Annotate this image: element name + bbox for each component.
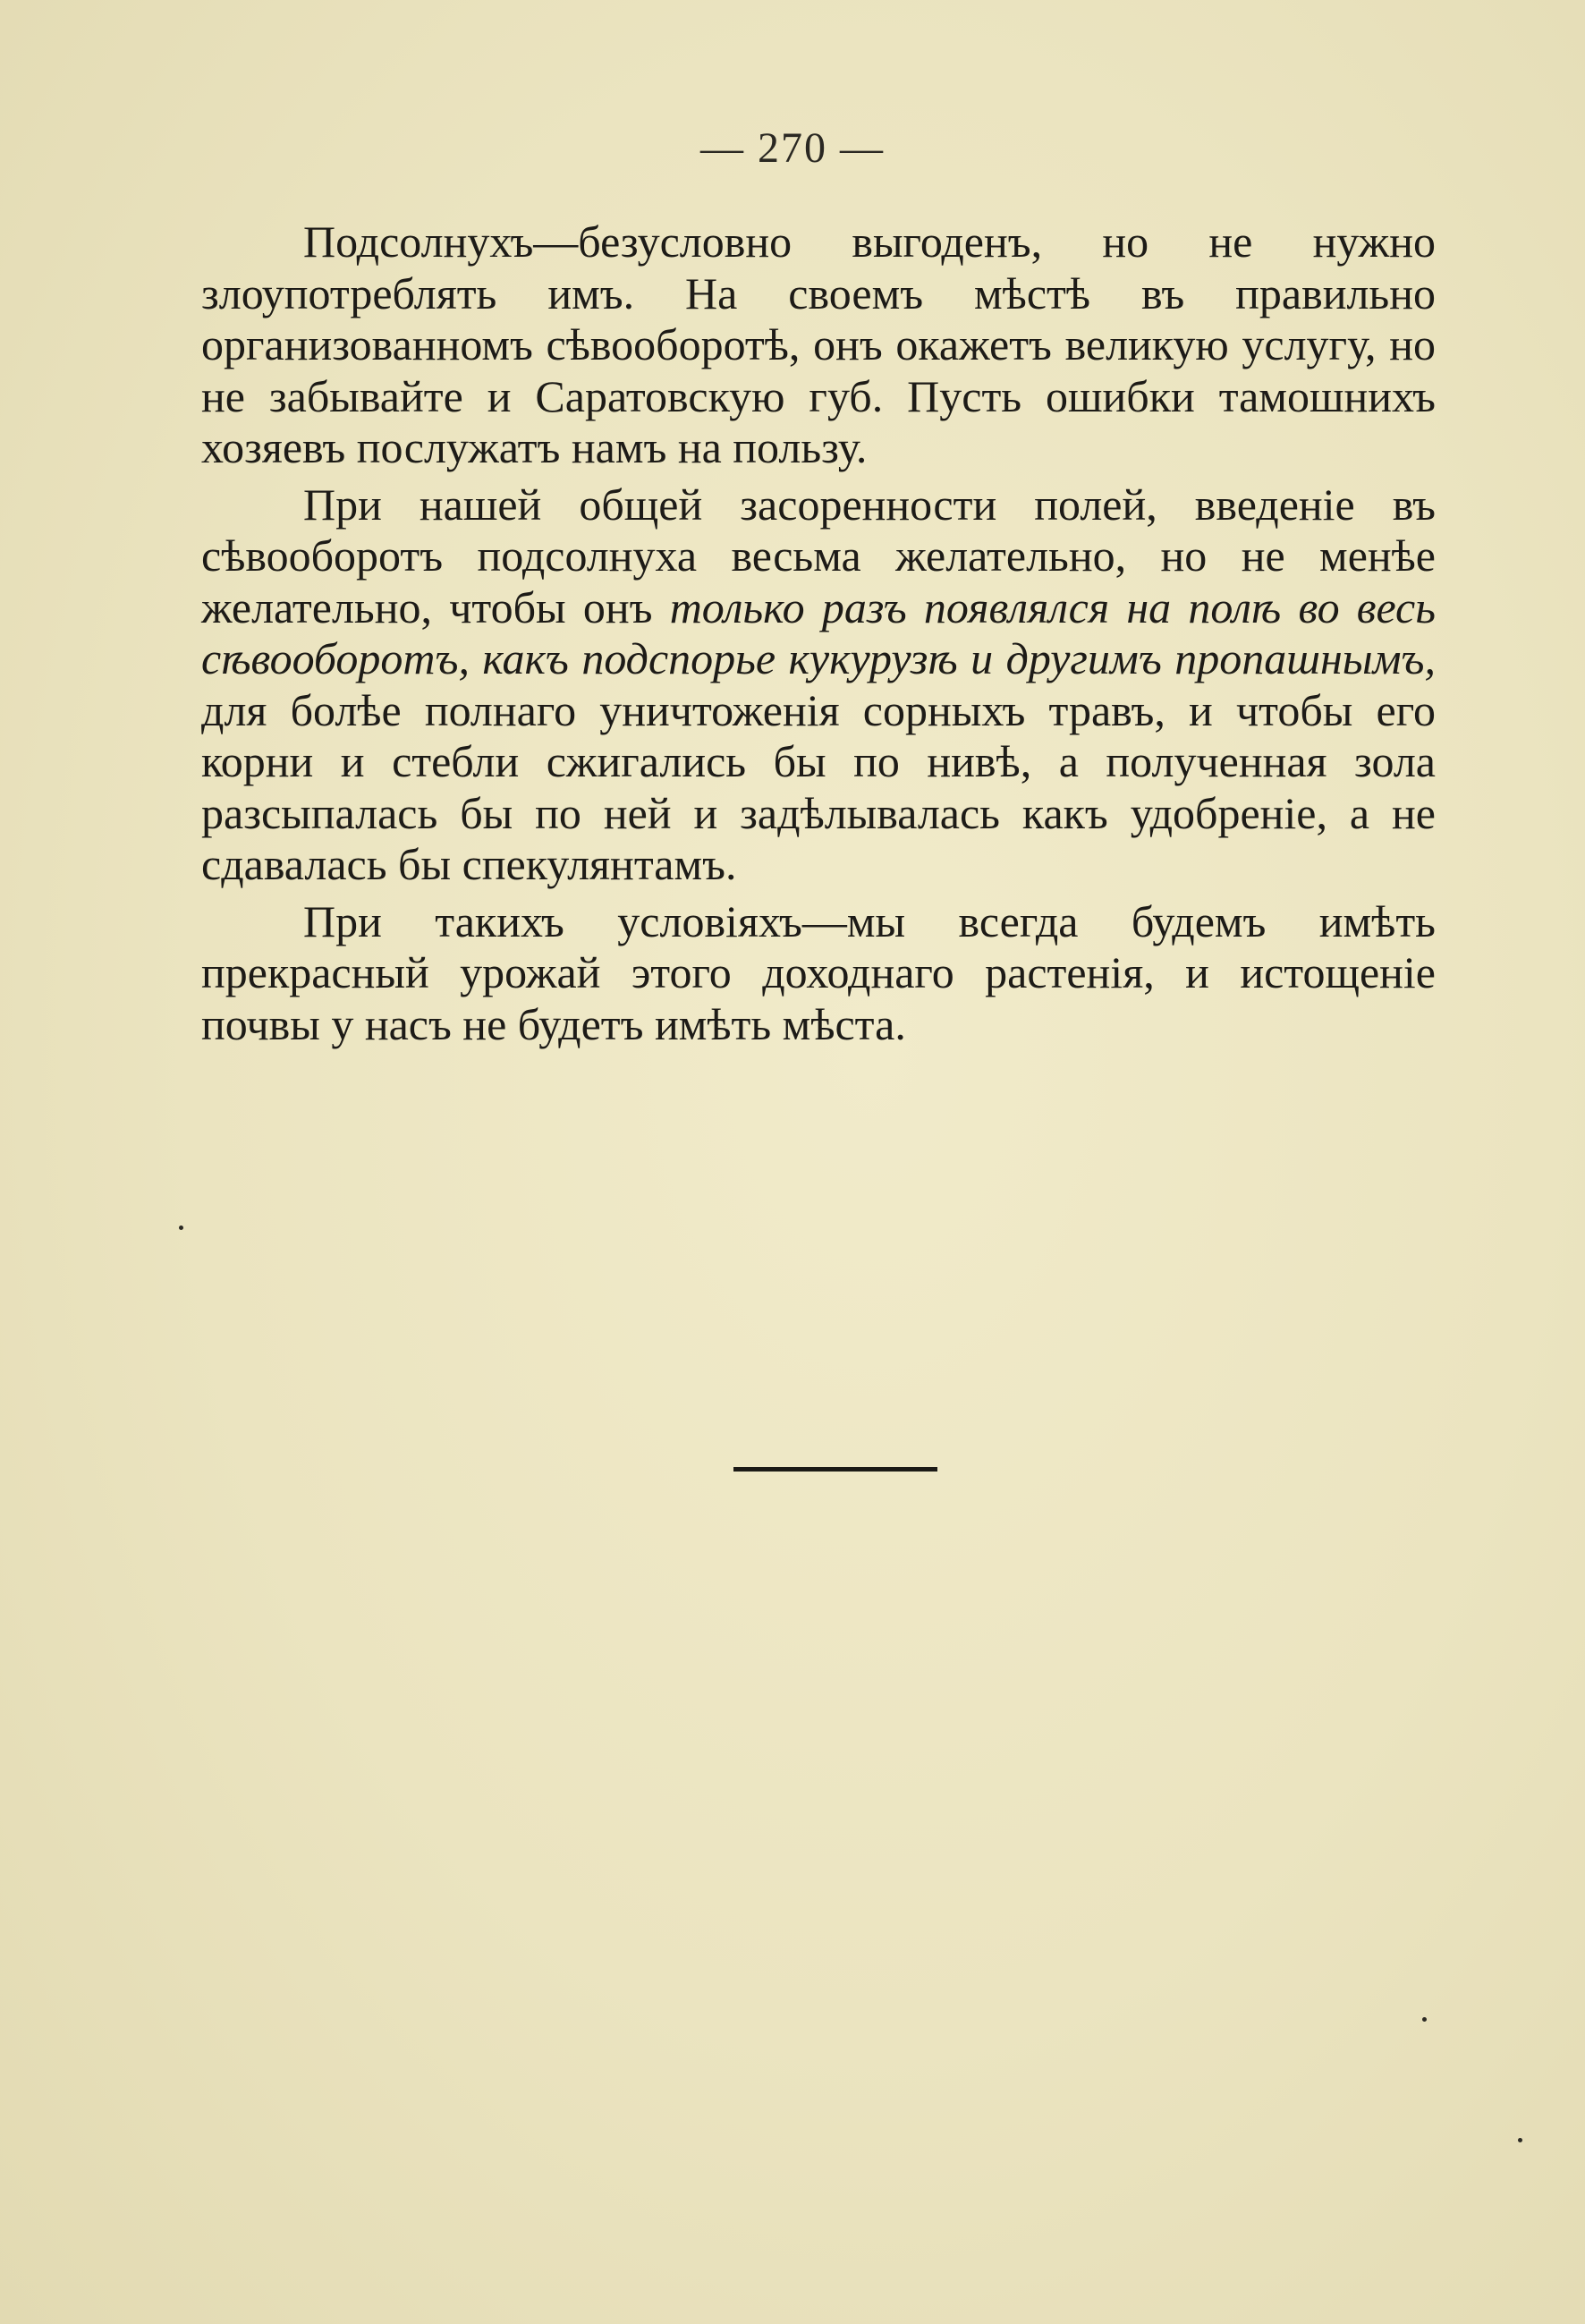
- print-speck: [1422, 2017, 1427, 2022]
- paragraph-2-text-start: При нашей общей засоренности полей, введеніе въ сѣвооборотъ подсолнуха весьма желательно, но не менѣе желательно, чтобы онъ: [201, 479, 1436, 632]
- paragraph-2-text-end: для болѣе полнаго уничтоженія сорныхъ травъ, и чтобы его корни и стебли сжигались бы по нивѣ, а полученная зола разсыпалась бы по ней и задѣлывалась какъ удобреніе, а не сдавалась бы спекулянтамъ.: [201, 684, 1436, 889]
- paragraph-2: [201, 479, 1436, 891]
- body-text: [201, 216, 1436, 1050]
- section-end-rule: [733, 1467, 937, 1472]
- paragraph-3-text: При такихъ условіяхъ—мы всегда будемъ имѣть прекрасный урожай этого доходнаго растенія, и истощеніе почвы у насъ не будетъ имѣть мѣста.: [201, 895, 1436, 1049]
- print-speck: [1518, 2138, 1522, 2142]
- paragraph-1: [201, 216, 1436, 474]
- print-speck: [179, 1226, 183, 1230]
- paragraph-1-text: Подсолнухъ—безусловно выгоденъ, но не нужно злоупотреблять имъ. На своемъ мѣстѣ въ правильно организованномъ сѣвооборотѣ, онъ окажетъ великую услугу, но не забывайте и Саратовскую губ. Пусть ошибки тамошнихъ хозяевъ послужатъ намъ на пользу.: [201, 216, 1436, 472]
- paragraph-2-italic-emphasis: только разъ появлялся на полѣ во весь сѣвооборотъ, какъ подспорье кукурузѣ и другимъ пропашнымъ,: [201, 581, 1436, 683]
- page-number: — 270 —: [700, 124, 885, 172]
- paragraph-3: [201, 896, 1436, 1051]
